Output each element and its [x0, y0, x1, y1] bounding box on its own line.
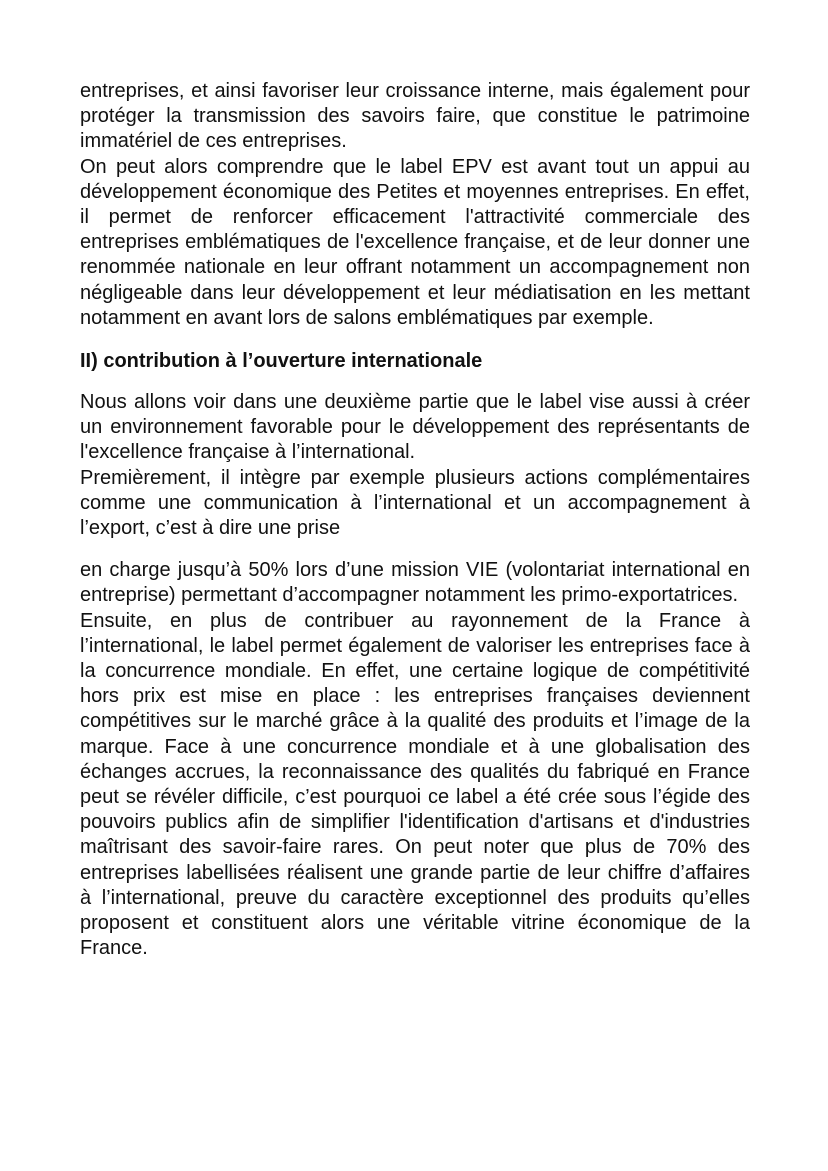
document-page: [80, 79, 750, 962]
paragraph-premierement: Premièrement, il intègre par exemple plusieurs actions complémentaires comme une communication à l’international et un accompagnement à l’export, c’est à dire une prise: [80, 466, 750, 540]
paragraph-mission-vie: en charge jusqu’à 50% lors d’une mission VIE (volontariat international en entreprise) permettant d’accompagner notamment les primo-exportatrices.: [80, 559, 750, 607]
paragraph-label-epv: On peut alors comprendre que le label EPV est avant tout un appui au développement économique des Petites et moyennes entreprises. En effet, il permet de renforcer efficacement l'attractivité commerciale des entreprises emblématiques de l'excellence française, et de leur donner une renommée nationale en leur offrant notamment un accompagnement non négligeable dans leur développement et leur médiatisation en les mettant notamment en avant lors de salons emblématiques par exemple.: [80, 155, 750, 329]
paragraph-savoir-faire: entreprises, et ainsi favoriser leur croissance interne, mais également pour protéger la transmission des savoirs faire, que constitue le patrimoine immatériel de ces entreprises.: [80, 80, 750, 153]
paragraph-deuxieme-partie: Nous allons voir dans une deuxième partie que le label vise aussi à créer un environnement favorable pour le développement des représentants de l'excellence française à l’international.: [80, 391, 750, 464]
paragraph-ensuite: Ensuite, en plus de contribuer au rayonnement de la France à l’international, le label permet également de valoriser les entreprises face à la concurrence mondiale. En effet, une certaine logique de compétitivité hors prix est mise en place : les entreprises françaises deviennent compétitives sur le marché grâce à la qualité des produits et l’image de la marque. Face à une concurrence mondiale et à une globalisation des échanges accrues, la reconnaissance des qualités du fabriqué en France peut se révéler difficile, c’est pourquoi ce label a été crée sous l’égide des pouvoirs publics afin de simplifier l'identification d'artisans et d'industries maîtrisant des savoir-faire rares. On peut noter que plus de 70% des entreprises labellisées réalisent une grande partie de leur chiffre d’affaires à l’international, preuve du caractère exceptionnel des produits qu’elles proposent et constituent alors une véritable vitrine économique de la France.: [80, 609, 750, 960]
section-heading: II) contribution à l’ouverture internationale: [80, 350, 483, 373]
